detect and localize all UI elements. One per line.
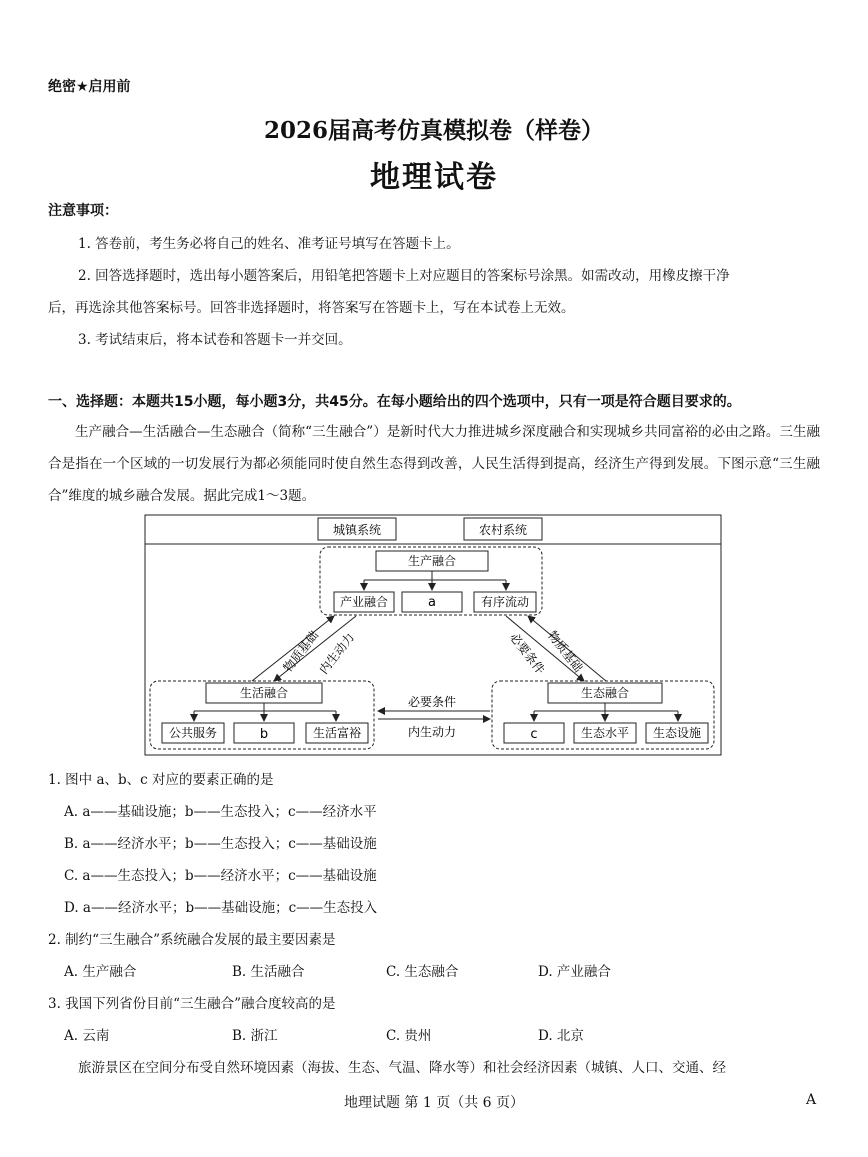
public-service-box: 公共服务 xyxy=(168,726,218,740)
orderly-flow-box: 有序流动 xyxy=(480,595,530,609)
subject-title: 地理试卷 xyxy=(370,160,498,195)
affluent-life-box: 生活富裕 xyxy=(312,726,362,740)
question-1-option-b: B. a——经济水平；b——生态投入；c——基础设施 xyxy=(64,836,377,852)
material-basis-right: 物质基础 xyxy=(544,628,586,675)
question-2-option-b: B. 生活融合 xyxy=(232,964,305,980)
notice-heading: 注意事项： xyxy=(48,203,118,219)
necessary-condition-bottom: 必要条件 xyxy=(407,695,457,709)
element-a-box: a xyxy=(428,595,436,610)
rural-system-label: 农村系统 xyxy=(478,523,528,537)
question-3-option-b: B. 浙江 xyxy=(232,1028,278,1044)
element-b-box: b xyxy=(259,727,269,742)
endogenous-force-bottom: 内生动力 xyxy=(407,725,457,739)
question-2-option-a: A. 生产融合 xyxy=(64,964,137,980)
question-1-option-a: A. a——基础设施；b——生态投入；c——经济水平 xyxy=(64,804,377,820)
endogenous-force-left: 内生动力 xyxy=(316,630,358,677)
eco-facility-box: 生态设施 xyxy=(652,726,702,740)
question-2-option-c: C. 生态融合 xyxy=(386,964,459,980)
notice-item-2-line2: 后，再选涂其他答案标号。回答非选择题时，将答案写在答题卡上，写在本试卷上无效。 xyxy=(48,300,575,316)
material-basis-left: 物质基础 xyxy=(280,628,322,675)
eco-fusion-box: 生态融合 xyxy=(580,686,630,700)
question-1-option-c: C. a——生态投入；b——经济水平；c——基础设施 xyxy=(64,868,377,884)
exam-title: 2026届高考仿真模拟卷（样卷） xyxy=(263,117,604,144)
life-fusion-box: 生活融合 xyxy=(239,686,289,700)
paper-version: A xyxy=(806,1092,817,1108)
question-2: 2. 制约“三生融合”系统融合发展的最主要因素是 xyxy=(48,932,336,948)
three-integration-diagram xyxy=(144,514,722,756)
question-3-option-a: A. 云南 xyxy=(64,1028,110,1044)
industry-fusion-box: 产业融合 xyxy=(339,595,389,609)
eco-level-box: 生态水平 xyxy=(580,726,630,740)
intro-paragraph: 生产融合—生活融合—生态融合（简称“三生融合”）是新时代大力推进城乡深度融合和实现城乡共同富裕的必由之路。三生融合是指在一个区域的一切发展行为都必须能同时使自然生态得到改善，人民生活得到提高，经济生产得到发展。下图示意“三生融合”维度的城乡融合发展。据此完成1～3题。 xyxy=(48,424,820,504)
notice-item-2-line1: 2. 回答选择题时，选出每小题答案后，用铅笔把答题卡上对应题目的答案标号涂黑。如需改动，用橡皮擦干净 xyxy=(78,268,730,284)
next-passage-start: 旅游景区在空间分布受自然环境因素（海拔、生态、气温、降水等）和社会经济因素（城镇、人口、交通、经 xyxy=(78,1060,726,1076)
question-1-option-d: D. a——经济水平；b——基础设施；c——生态投入 xyxy=(64,900,378,916)
necessary-condition-right: 必要条件 xyxy=(506,630,548,677)
question-1: 1. 图中 a、b、c 对应的要素正确的是 xyxy=(48,772,274,788)
notice-item-3: 3. 考试结束后，将本试卷和答题卡一并交回。 xyxy=(78,332,352,348)
question-3-option-c: C. 贵州 xyxy=(386,1028,432,1044)
production-fusion-box: 生产融合 xyxy=(407,554,457,568)
confidential-label: 绝密★启用前 xyxy=(48,79,131,95)
question-3: 3. 我国下列省份目前“三生融合”融合度较高的是 xyxy=(48,996,336,1012)
page-footer: 地理试题 第 1 页（共 6 页） xyxy=(343,1095,525,1111)
question-2-option-d: D. 产业融合 xyxy=(538,964,611,980)
notice-item-1: 1. 答卷前，考生务必将自己的姓名、准考证号填写在答题卡上。 xyxy=(78,236,460,252)
element-c-box: c xyxy=(530,727,538,742)
section-heading: 一、选择题：本题共15小题，每小题3分，共45分。在每小题给出的四个选项中，只有一项是符合题目要求的。 xyxy=(48,394,741,410)
urban-system-label: 城镇系统 xyxy=(332,523,382,537)
question-3-option-d: D. 北京 xyxy=(538,1028,584,1044)
